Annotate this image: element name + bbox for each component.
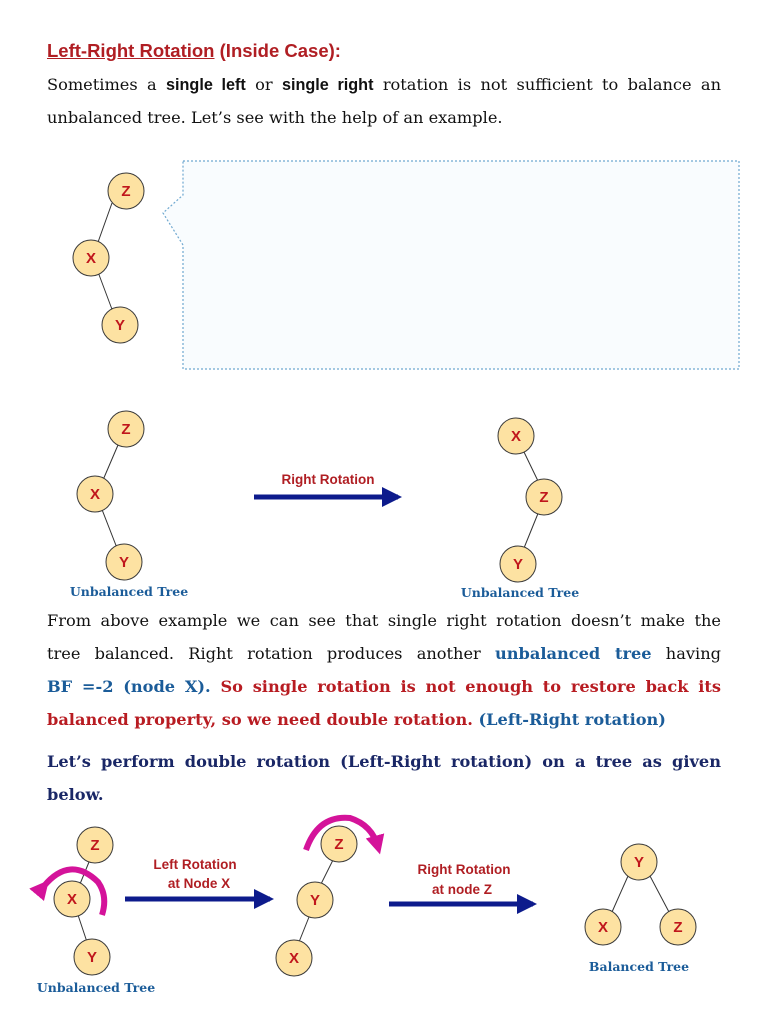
intro-line-1: Sometimes a single left or single right rotation is not sufficient to balance an: [47, 75, 721, 94]
node-z-label: Z: [673, 919, 683, 936]
para2-line-3: BF =-2 (node X). So single rotation is not enough to restore back its: [47, 677, 721, 696]
node-y-label: Y: [118, 554, 130, 571]
caption-unbalanced: Unbalanced Tree: [460, 585, 580, 600]
arrow-label-1: Right Rotation: [417, 862, 511, 877]
node-y-label: Y: [309, 892, 321, 909]
para2-line-2: tree balanced. Right rotation produces another unbalanced tree having: [47, 644, 721, 663]
node-x-label: X: [66, 891, 78, 908]
node-x-label: X: [89, 486, 101, 503]
left-rotation-arrow: [125, 857, 270, 899]
arrow-label-2: at node Z: [432, 882, 492, 897]
node-z-label: Z: [90, 837, 100, 854]
caption-unbalanced: Unbalanced Tree: [36, 980, 156, 995]
para2-line-4: balanced property, so we need double rotation. (Left-Right rotation): [47, 710, 666, 729]
node-x-label: X: [597, 919, 609, 936]
right-rotation-at-z-arrow: [389, 862, 533, 904]
intro-line-2: unbalanced tree. Let’s see with the help of an example.: [47, 108, 503, 127]
right-rotation-arrow: [254, 472, 398, 497]
node-z-label: Z: [121, 183, 131, 200]
node-y-label: Y: [114, 317, 126, 334]
arrow-label-2: at Node X: [167, 876, 231, 891]
callout-box: [163, 161, 739, 369]
tree-after-right-rotation: [461, 418, 579, 600]
tree-before-right-rotation: [70, 411, 188, 599]
para2-line-1: From above example we can see that single right rotation doesn’t make the: [47, 611, 721, 630]
node-x-label: X: [288, 950, 300, 967]
node-z-label: Z: [539, 489, 549, 506]
node-x-label: X: [85, 250, 97, 267]
tree-double-step-1: [37, 827, 155, 995]
node-x-label: X: [510, 428, 522, 445]
para3-line-1: Let’s perform double rotation (Left-Right rotation) on a tree as given: [47, 752, 721, 771]
heading-sub: (Inside Case):: [214, 40, 341, 61]
tree-double-step-2: [276, 818, 378, 976]
tree-initial: [73, 173, 144, 343]
para3-line-2: below.: [47, 785, 104, 804]
heading-main: Left-Right Rotation: [47, 40, 215, 61]
tree-balanced: [585, 844, 696, 974]
caption-balanced: Balanced Tree: [588, 959, 690, 974]
node-z-label: Z: [121, 421, 131, 438]
caption-unbalanced: Unbalanced Tree: [69, 584, 189, 599]
node-y-label: Y: [86, 949, 98, 966]
node-z-label: Z: [334, 836, 344, 853]
node-y-label: Y: [633, 854, 645, 871]
arrow-label-1: Left Rotation: [153, 857, 237, 872]
arrow-label: Right Rotation: [281, 472, 375, 487]
node-y-label: Y: [512, 556, 524, 573]
